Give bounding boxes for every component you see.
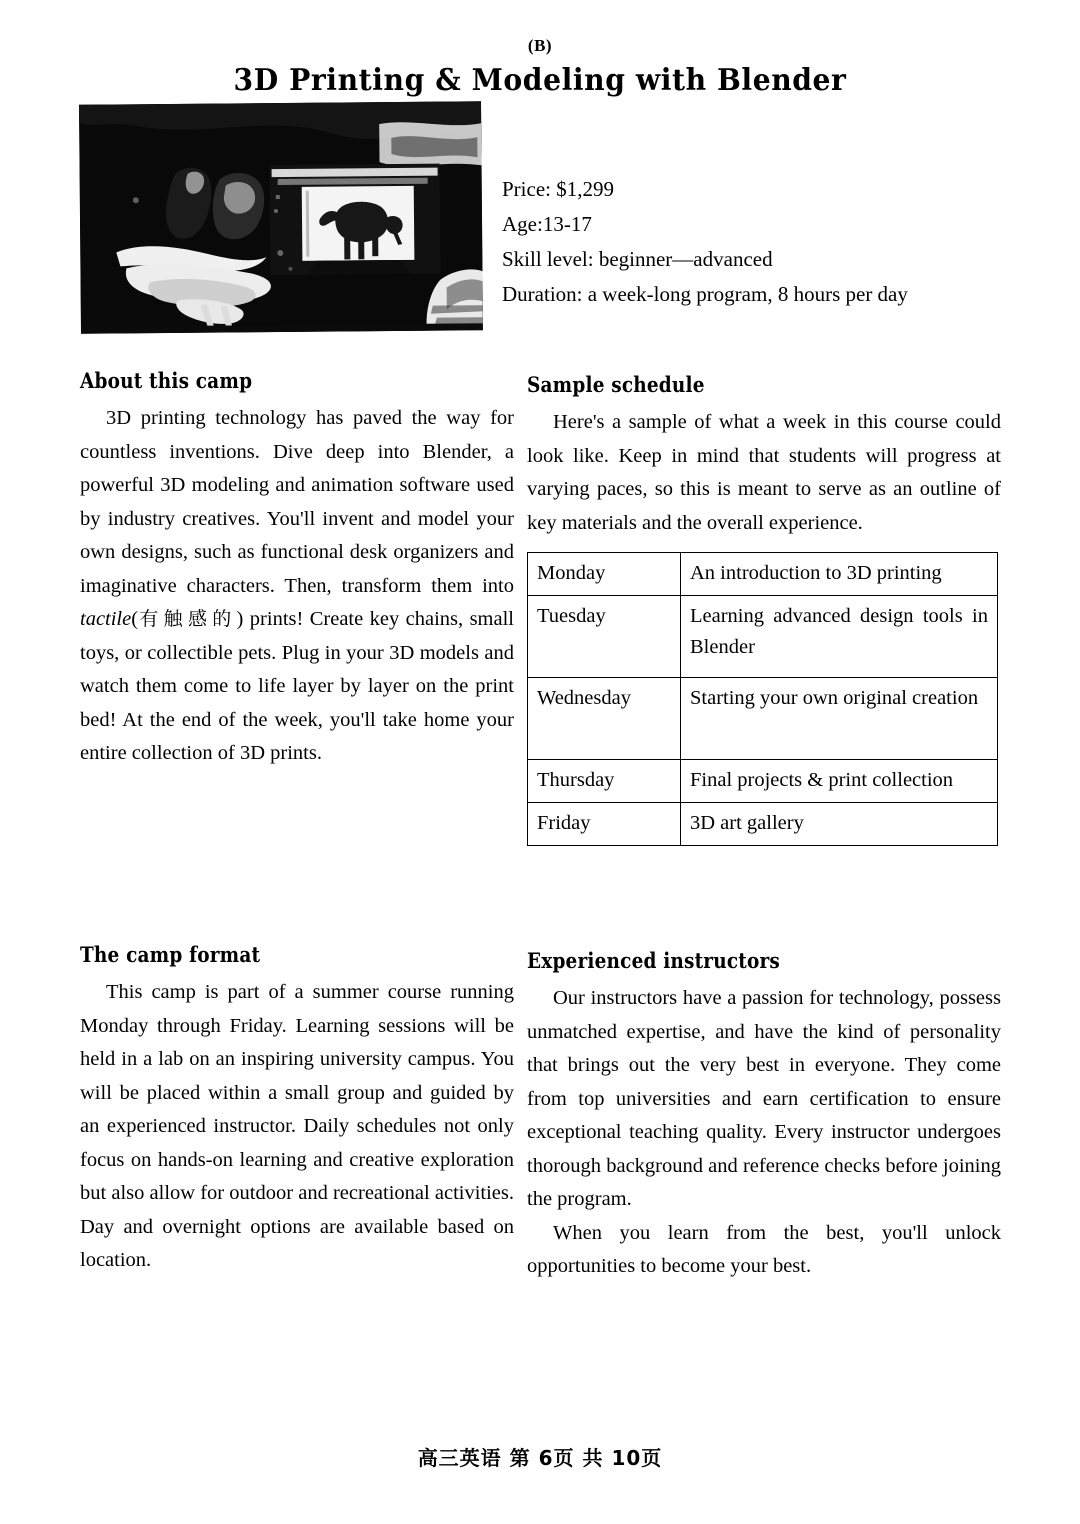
camp-format-section	[80, 942, 514, 1278]
page-footer: 高三英语 第 6页 共 10页	[417, 1446, 663, 1470]
table-row	[528, 596, 998, 678]
course-info-list	[502, 172, 1002, 312]
about-text-part-1: 3D printing technology has paved the way for countless inventions. Dive deep into Blender, a powerful 3D modeling and animation software used by industry creatives. You'll invent and model your own designs, such as functional desk organizers and imaginative characters. Then, transform them into	[80, 407, 514, 597]
schedule-day: Monday	[528, 553, 681, 596]
info-price: Price: $1,299	[502, 177, 614, 201]
page-title: 3D Printing & Modeling with Blender	[233, 63, 847, 98]
about-text-part-2: prints! Create key chains, small toys, or collectible pets. Plug in your 3D models and watch them come to life layer by layer on the print bed! At the end of the week, you'll take home your entire collection of 3D prints.	[80, 608, 514, 764]
camp-photo-graphic	[79, 101, 483, 333]
table-row	[528, 553, 998, 596]
tactile-italic: tactile	[80, 608, 132, 630]
instructors-section	[527, 948, 1001, 1284]
info-age: Age:13-17	[502, 212, 592, 236]
about-camp-paragraph	[80, 402, 514, 771]
schedule-activity: Starting your own original creation	[681, 678, 998, 760]
table-row	[528, 678, 998, 760]
about-camp-heading: About this camp	[80, 368, 253, 393]
schedule-day: Wednesday	[528, 678, 681, 760]
instructors-paragraph-2: When you learn from the best, you'll unlock opportunities to become your best.	[527, 1221, 1001, 1277]
camp-format-heading: The camp format	[80, 942, 261, 967]
instructors-paragraph-1: Our instructors have a passion for technology, possess unmatched expertise, and have the kind of personality that brings out the very best in everyone. They come from top universities and earn certification to ensure exceptional teaching quality. Every instructor undergoes thorough background and reference checks before joining the program.	[527, 987, 1001, 1210]
tactile-chinese-gloss: 有触感的	[138, 608, 237, 630]
instructors-heading: Experienced instructors	[527, 948, 780, 973]
section-letter: (B)	[527, 36, 553, 55]
schedule-activity: 3D art gallery	[681, 803, 998, 846]
schedule-table	[527, 552, 998, 846]
schedule-day: Thursday	[528, 760, 681, 803]
about-camp-section	[80, 368, 514, 771]
schedule-activity: Learning advanced design tools in Blender	[681, 596, 998, 678]
schedule-day: Friday	[528, 803, 681, 846]
table-row	[528, 760, 998, 803]
schedule-day: Tuesday	[528, 596, 681, 678]
info-skill-level: Skill level: beginner—advanced	[502, 247, 773, 271]
sample-schedule-intro: Here's a sample of what a week in this course could look like. Keep in mind that students will progress at varying paces, so this is meant to serve as an outline of key materials and the overall experience.	[527, 411, 1001, 534]
gloss-open-paren: (	[131, 608, 139, 630]
gloss-close-paren: )	[236, 608, 244, 630]
camp-photo	[79, 101, 483, 333]
sample-schedule-heading: Sample schedule	[527, 372, 705, 397]
sample-schedule-section	[527, 372, 1001, 846]
schedule-activity: An introduction to 3D printing	[681, 553, 998, 596]
schedule-activity: Final projects & print collection	[681, 760, 998, 803]
table-row	[528, 803, 998, 846]
camp-format-paragraph: This camp is part of a summer course running Monday through Friday. Learning sessions will be held in a lab on an inspiring university campus. You will be placed within a small group and guided by an experienced instructor. Daily schedules not only focus on hands-on learning and creative exploration but also allow for outdoor and recreational activities. Day and overnight options are available based on location.	[80, 981, 514, 1271]
info-duration: Duration: a week-long program, 8 hours per day	[502, 282, 908, 306]
